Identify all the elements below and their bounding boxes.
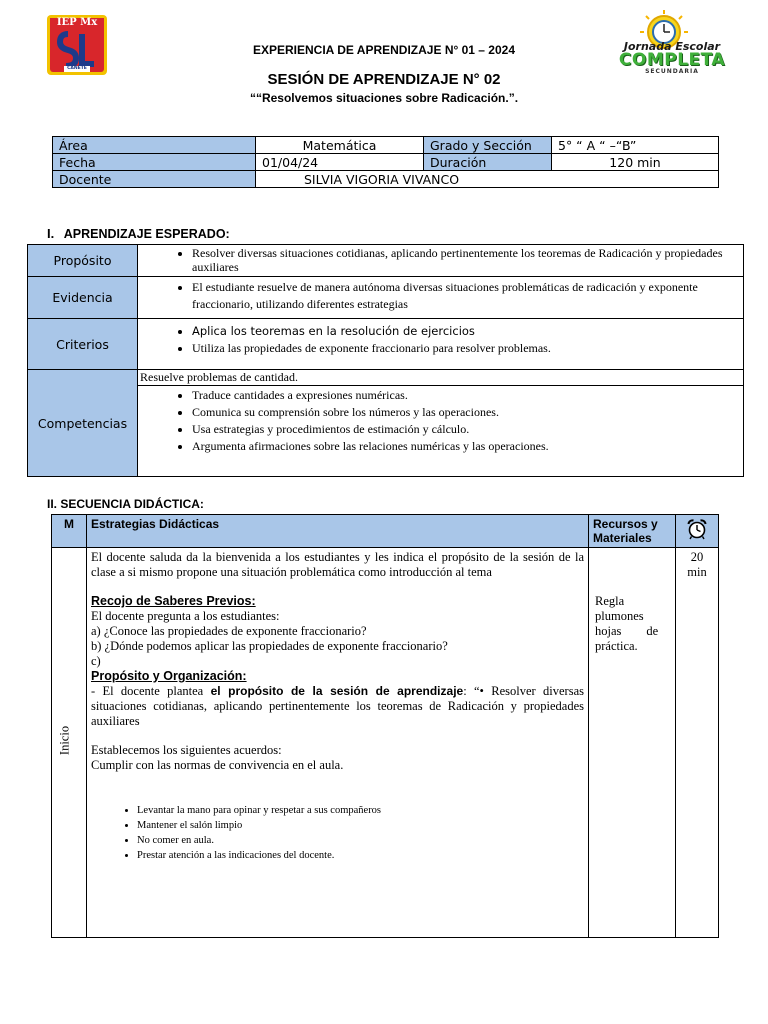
section-secuencia-title: II. SECUENCIA DIDÁCTICA: <box>47 497 204 511</box>
section-number: I. <box>47 226 55 241</box>
question-c: c) <box>91 654 101 668</box>
criterio-item <box>192 324 737 338</box>
session-subtitle: ““Resolvemos situaciones sobre Radicación.”. <box>249 91 519 105</box>
school-logo-sub: CAÑETE <box>67 66 87 71</box>
proposito-item: • Resolver diversas situaciones cotidianas, aplicando pertinentemente los teoremas de Radicación y propiedades auxiliares <box>192 246 737 274</box>
jornada-logo-line1: Jornada Escolar <box>623 40 721 53</box>
criterio-item: • Utiliza las propiedades de exponente fraccionario para resolver problemas. <box>192 341 737 355</box>
school-logo-text: IEP Mx <box>56 17 98 28</box>
acuerdo-item: • Levantar la mano para opinar y respetar a sus compañeros <box>137 805 584 817</box>
jornada-logo-line2: COMPLETA <box>618 50 726 70</box>
evidencia-label: Evidencia <box>28 277 138 319</box>
criterio-text: Aplica los teoremas en la resolución de ejercicios <box>192 324 475 338</box>
criterios-label: Criterios <box>28 319 138 370</box>
competencia-item: • Traduce cantidades a expresiones numéricas. <box>192 388 737 402</box>
grado-value: 5° “ A “ –“B” <box>552 137 719 154</box>
acuerdo-item: • Mantener el salón limpio <box>137 820 584 832</box>
session-title: SESIÓN DE APRENDIZAJE N° 02 <box>267 71 501 88</box>
proposito-org-title: Propósito y Organización: <box>91 669 247 683</box>
col-m-header: M <box>52 515 87 548</box>
recurso-item: hojas de <box>595 624 659 638</box>
tiempo-cell <box>676 548 719 938</box>
info-table <box>52 136 719 188</box>
aprendizaje-table <box>27 244 744 477</box>
area-value: Matemática <box>256 137 424 154</box>
docente-value: SILVIA VIGORIA VIVANCO <box>256 171 719 188</box>
fecha-label: Fecha <box>53 154 256 171</box>
acuerdos-intro: Establecemos los siguientes acuerdos: <box>91 743 282 757</box>
col-estrategias-header: Estrategias Didácticas <box>87 515 589 548</box>
recursos-cell <box>589 548 676 938</box>
acuerdo-item: • No comer en aula. <box>137 835 584 847</box>
secuencia-table <box>51 514 719 938</box>
fecha-value: 01/04/24 <box>256 154 424 171</box>
area-label: Área <box>53 137 256 154</box>
duracion-label: Duración <box>424 154 552 171</box>
section-name: APRENDIZAJE ESPERADO: <box>63 227 230 241</box>
jornada-logo-line3: SECUNDARIA <box>645 68 699 75</box>
proposito-post: : “• Resolver diversas situaciones cotidianas, aplicando pertinentemente los teoremas de Radicación y propiedades auxiliares <box>91 684 584 728</box>
tiempo-value: 20 <box>690 550 704 564</box>
acuerdo-item: • Prestar atención a las indicaciones del docente. <box>137 850 584 862</box>
recurso-item: Regla <box>595 594 625 608</box>
evidencia-item: • El estudiante resuelve de manera autónoma diversas situaciones problemáticas de radicación y exponente fraccionario, utilizando diferentes estrategias <box>192 279 737 313</box>
competencia-item: • Comunica su comprensión sobre los números y las operaciones. <box>192 405 737 419</box>
acuerdos-norm: Cumplir con las normas de convivencia en el aula. <box>91 758 344 772</box>
question-a: a) ¿Conoce las propiedades de exponente fraccionario? <box>91 624 367 638</box>
tiempo-unit: min <box>687 565 707 579</box>
col-tiempo-header <box>676 515 719 548</box>
section-aprendizaje-title <box>47 226 230 241</box>
experience-title: EXPERIENCIA DE APRENDIZAJE N° 01 – 2024 <box>253 43 515 57</box>
recurso-item: práctica. <box>595 639 638 653</box>
competencia-title: Resuelve problemas de cantidad. <box>138 370 744 386</box>
moment-label: Inicio <box>57 725 72 756</box>
proposito-label: Propósito <box>28 245 138 277</box>
competencias-label: Competencias <box>28 370 138 477</box>
duracion-value: 120 min <box>552 154 719 171</box>
proposito-bold: el propósito de la sesión de aprendizaje <box>210 684 464 698</box>
col-recursos-header: Recursos y Materiales <box>589 515 676 548</box>
question-b: b) ¿Dónde podemos aplicar las propiedades de exponente fraccionario? <box>91 639 448 653</box>
saberes-title: Recojo de Saberes Previos: <box>91 594 256 608</box>
competencia-item: • Argumenta afirmaciones sobre las relaciones numéricas y las operaciones. <box>192 439 737 453</box>
recurso-item: plumones <box>595 609 644 623</box>
intro-text: El docente saluda da la bienvenida a los estudiantes y les indica el propósito de la sesión de la clase a si mismo propone una situación problemática como introducción al tema <box>91 550 584 579</box>
moment-cell <box>52 548 87 938</box>
docente-label: Docente <box>53 171 256 188</box>
proposito-org-text <box>91 684 584 729</box>
grado-label: Grado y Sección <box>424 137 552 154</box>
acuerdos-list <box>91 805 584 862</box>
competencia-item: • Usa estrategias y procedimientos de estimación y cálculo. <box>192 422 737 436</box>
alarm-clock-icon <box>686 518 708 540</box>
saberes-intro: El docente pregunta a los estudiantes: <box>91 609 280 623</box>
jornada-logo <box>604 8 740 76</box>
proposito-pre: - El docente plantea <box>91 684 211 698</box>
